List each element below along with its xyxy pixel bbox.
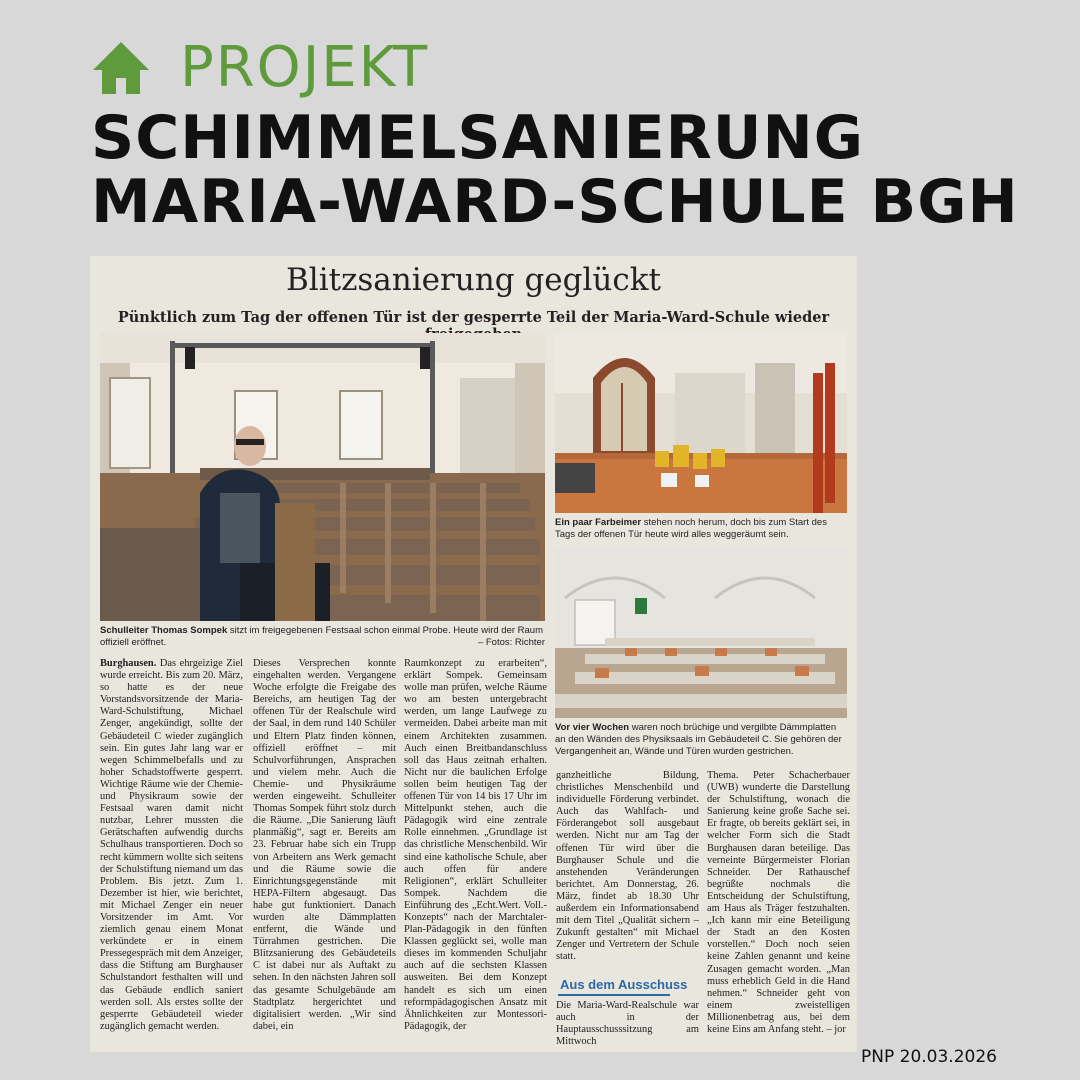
photo-credit: – Fotos: Richter — [477, 637, 545, 648]
article-column-3: Raumkonzept zu erarbeiten“, erklärt Sompek. Gemeinsam wolle man prüfen, welche Räume wo am besten untergebracht werden, um lange Laufwege zu vermeiden. Dabei arbeite man mit einem Architekten zusammen. Auch einen Breitbandanschluss soll das Haus zeitnah erhalten. Nicht nur die baulichen Erfolge sollen beim heutigen Tag der offenen Tür von 14 bis 17 Uhr im Mittelpunkt stehen, auch die Pädagogik wird eine zentrale Rolle einnehmen. „Grundlage ist das christliche Menschenbild. Wir sind eine katholische Schule, aber auch offen für andere Religionen“, erklärt Schulleiter Sompek. Nachdem die Einführung des „Echt.Wert. Voll.-Konzepts“ nach der Marchtaler-Plan-Pädagogik in den fünften Klassen geglückt sei, wolle man dieses im kommenden Schuljahr auch auf die sechsten Klassen ausweiten. Bei dem Konzept handelt es sich um einen reformpädagogischen Ansatz mit Ähnlichkeiten zur Montessori-Pädagogik, der — [404, 658, 547, 1032]
source-label: PNP 20.03.2026 — [861, 1047, 997, 1067]
title-line-2: MARIA-WARD-SCHULE BGH — [91, 167, 1019, 237]
page-title — [91, 103, 1019, 237]
article-column-5: Thema. Peter Schacherbauer (UWB) wunderte die Darstellung der Schulstiftung, wonach die Sanierung keine große Sache sei. Er fragte, ob bereits geklärt sei, in welcher Form sich die Stadt Burghausen daran beteilige. Das verneinte Bürgermeister Florian Schneider. Der Rathauschef begrüßte nochmals die Entscheidung der Schulstiftung, am Haus als Träger festzuhalten. „Ich kann mir eine Beteiligung der Stadt an den Kosten vorstellen.“ Doch noch seien keine Zahlen genannt und keine Zusagen gemacht worden. „Man muss erheblich Geld in die Hand nehmen.“ Schneider geht von einem zweistelligen Millionenbetrag aus, bei dem keine Eins am Anfang steht. – jor — [707, 770, 850, 1035]
box-divider — [558, 994, 670, 996]
article-column-2: Dieses Versprechen konnte eingehalten werden. Vergangene Woche erfolgte die Freigabe des Bereichs, am heutigen Tag der offenen Tür der Realschule wird der Saal, in dem rund 140 Schüler und Eltern Platz finden können, offiziell eröffnet – mit Schulvorführungen, Ansprachen und vielem mehr. Auch die Chemie- und Physikräume werden eingeweiht. Schulleiter Thomas Sompek führt stolz durch die Räume. „Die Sanierung läuft planmäßig“, sagt er. Bereits am 23. Februar habe sich ein Trupp von Arbeitern ans Werk gemacht und die Räume sowie die Einrichtungsgegenstände mit HEPA-Filtern abgesaugt. Das habe gut funktioniert. Danach wurden alte Dämmplatten entfernt, die Wände und Türrahmen gestrichen. Die Blitzsanierung des Gebäudeteils C ist dabei nur als Auftakt zu sehen. In den nächsten Jahren soll das gesamte Schulgebäude am Stadtplatz hergerichtet und digitalisiert werden. „Wir sind dabei, ein — [253, 658, 396, 1032]
article-column-1: Burghausen. Das ehrgeizige Ziel wurde erreicht. Bis zum 20. März, so hatte es der neue Vorstandsvorsitzende der Maria-Ward-Schulstiftung, Michael Zenger, angekündigt, sollte der Gebäudeteil C wieder zugänglich sein. Ein gutes Jahr lang war er wegen Schimmelbefalls und zu hoher Schadstoffwerte gesperrt. Wichtige Räume wie der Chemie- und Physikraum sowie der Festsaal waren damit nicht nutzbar, Lehrer mussten die Gerätschaften aufwendig durchs Schulhaus transportieren. Doch so recht kümmern wollte sich seitens der Schulstiftung niemand um das Problem. Bis jetzt. Zum 1. Dezember ist hier, wie berichtet, mit Michael Zenger ein neuer Vorsitzender im Amt. Vor ziemlich genau einem Monat verkündete er in einem Pressegespräch mit dem Anzeiger, dass die Stiftung am Burghauser Schulstandort festhalten will und das Gebäude endlich saniert werden soll. Als erstes sollte der gesperrte Gebäudeteil wieder zugänglich gemacht werden. — [100, 658, 243, 1032]
article-subtitle: Pünktlich zum Tag der offenen Tür ist der gesperrte Teil der Maria-Ward-Schule wieder — [117, 309, 830, 326]
article-title: Blitzsanierung geglückt — [286, 262, 661, 298]
kicker-label: PROJEKT — [180, 35, 430, 100]
photo-festsaal — [100, 333, 545, 621]
box-text: Die Maria-Ward-Realschule war auch in der Hauptausschusssitzung am Mittwoch — [556, 1000, 699, 1048]
caption-corridor: Ein paar Farbeimer stehen noch herum, doch bis zum Start des Tags der offenen Tür heute wird alles weggeräumt sein. — [555, 517, 827, 540]
house-icon — [91, 40, 151, 96]
newspaper-clipping — [90, 256, 857, 1052]
article-column-4: ganzheitliche Bildung, christliches Menschenbild und individuelle Förderung verbindet. Auch das Wahlfach- und Förderangebot soll ausgebaut werden. Nicht nur am Tag der offenen Tür wird über die Burghauser Schule und die anstehenden Veränderungen berichtet. Am Donnerstag, 26. März, findet ab 18.30 Uhr außerdem ein Informationsabend mit dem Titel „Qualität sichern – Zukunft gestalten“ mit Michael Zenger und Vertretern der Schule statt. — [556, 770, 699, 963]
photo-physics-room — [555, 548, 847, 718]
box-title: Aus dem Ausschuss — [560, 977, 688, 992]
title-line-1: SCHIMMELSANIERUNG — [91, 103, 864, 173]
caption-festsaal: Schulleiter Thomas Sompek sitzt im freigegebenen Festsaal schon einmal Probe. Heute wird der Raum offiziell eröffnet. – Fotos: Richter — [100, 625, 545, 648]
photo-corridor — [555, 333, 847, 513]
caption-physics-room: Vor vier Wochen waren noch brüchige und vergilbte Dämmplatten an den Wänden des Physiksaals im Gebäudeteil C. Sie gehören der Vergangenheit an, Wände und Türen wurden gestrichen. — [555, 722, 842, 757]
